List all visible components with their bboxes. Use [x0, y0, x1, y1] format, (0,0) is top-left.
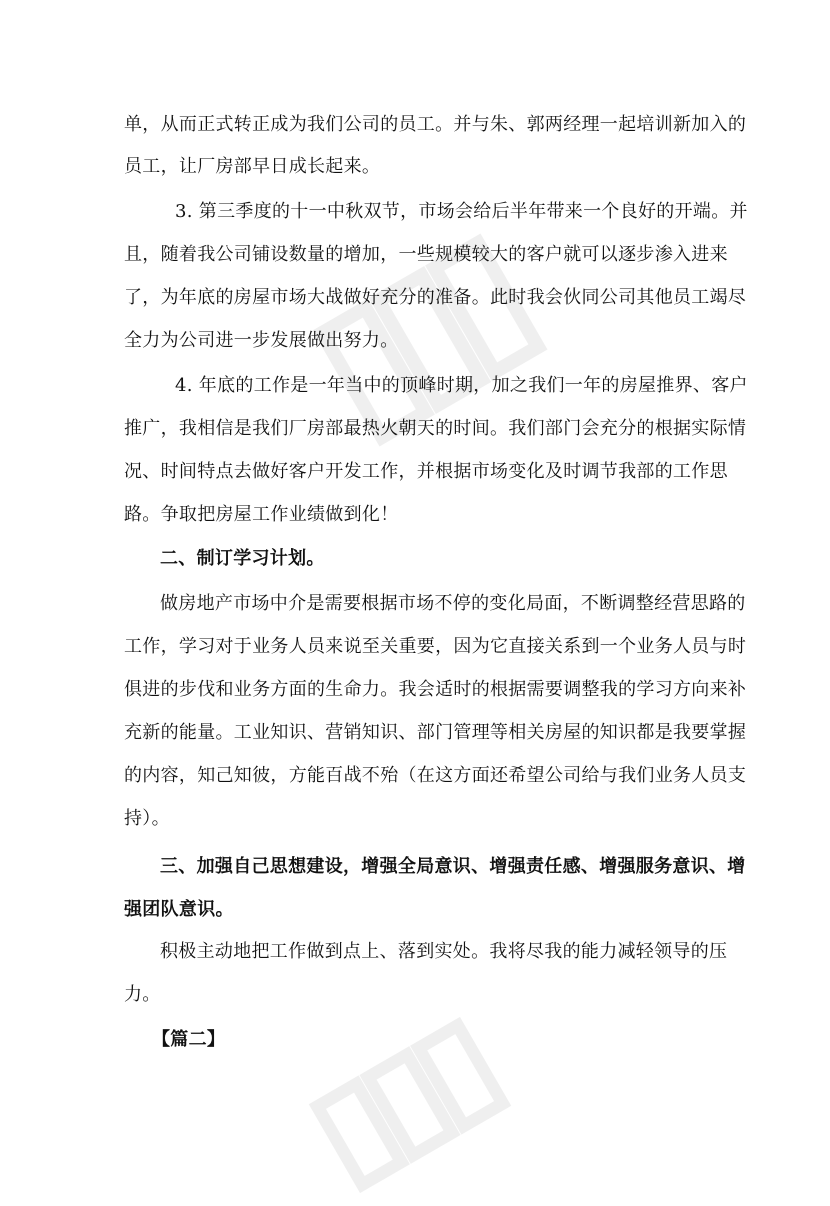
- watermark-logo-bottom: [300, 1004, 521, 1206]
- section-heading-3-cont: 强团队意识。: [124, 899, 234, 920]
- paragraph-line: 推广，我相信是我们厂房部最热火朝天的时间。我们部门会充分的根据实际情: [124, 418, 747, 439]
- paragraph-line: 全力为公司进一步发展做出努力。: [124, 330, 399, 351]
- paragraph-line: 充新的能量。工业知识、营销知识、部门管理等相关房屋的知识都是我要掌握: [124, 722, 747, 743]
- paragraph-line: 做房地产市场中介是需要根据市场不停的变化局面，不断调整经营思路的: [160, 593, 746, 614]
- paragraph-line: 持）。: [124, 808, 170, 829]
- item-3-line: 3. 第三季度的十一中秋双节，市场会给后半年带来一个良好的开端。并: [175, 201, 748, 222]
- paragraph-line: 工作，学习对于业务人员来说至关重要，因为它直接关系到一个业务人员与时: [124, 636, 747, 657]
- paragraph-line: 了，为年底的房屋市场大战做好充分的准备。此时我会伙同公司其他员工竭尽: [124, 287, 747, 308]
- paragraph-line: 路。争取把房屋工作业绩做到化！: [124, 504, 399, 525]
- paragraph-line: 力。: [124, 984, 161, 1005]
- paragraph-line: 且，随着我公司铺设数量的增加，一些规模较大的客户就可以逐步渗入进来: [124, 244, 728, 265]
- paragraph-line: 的内容，知己知彼，方能百战不殆（在这方面还希望公司给与我们业务人员支: [124, 765, 747, 786]
- section-heading-2: 二、制订学习计划。: [160, 548, 325, 569]
- paragraph-line: 俱进的步伐和业务方面的生命力。我会适时的根据需要调整我的学习方向来补: [124, 679, 747, 700]
- part-heading: 【篇二】: [152, 1029, 226, 1050]
- item-4-line: 4. 年底的工作是一年当中的顶峰时期，加之我们一年的房屋推界、客户: [175, 375, 748, 396]
- paragraph-line: 况、时间特点去做好客户开发工作，并根据市场变化及时调节我部的工作思: [124, 461, 728, 482]
- paragraph-line: 员工，让厂房部早日成长起来。: [124, 156, 381, 177]
- paragraph-line: 积极主动地把工作做到点上、落到实处。我将尽我的能力减轻领导的压: [160, 941, 728, 962]
- section-heading-3: 三、加强自己思想建设，增强全局意识、增强责任感、增强服务意识、增: [160, 856, 746, 877]
- paragraph-line: 单，从而正式转正成为我们公司的员工。并与朱、郭两经理一起培训新加入的: [124, 114, 747, 135]
